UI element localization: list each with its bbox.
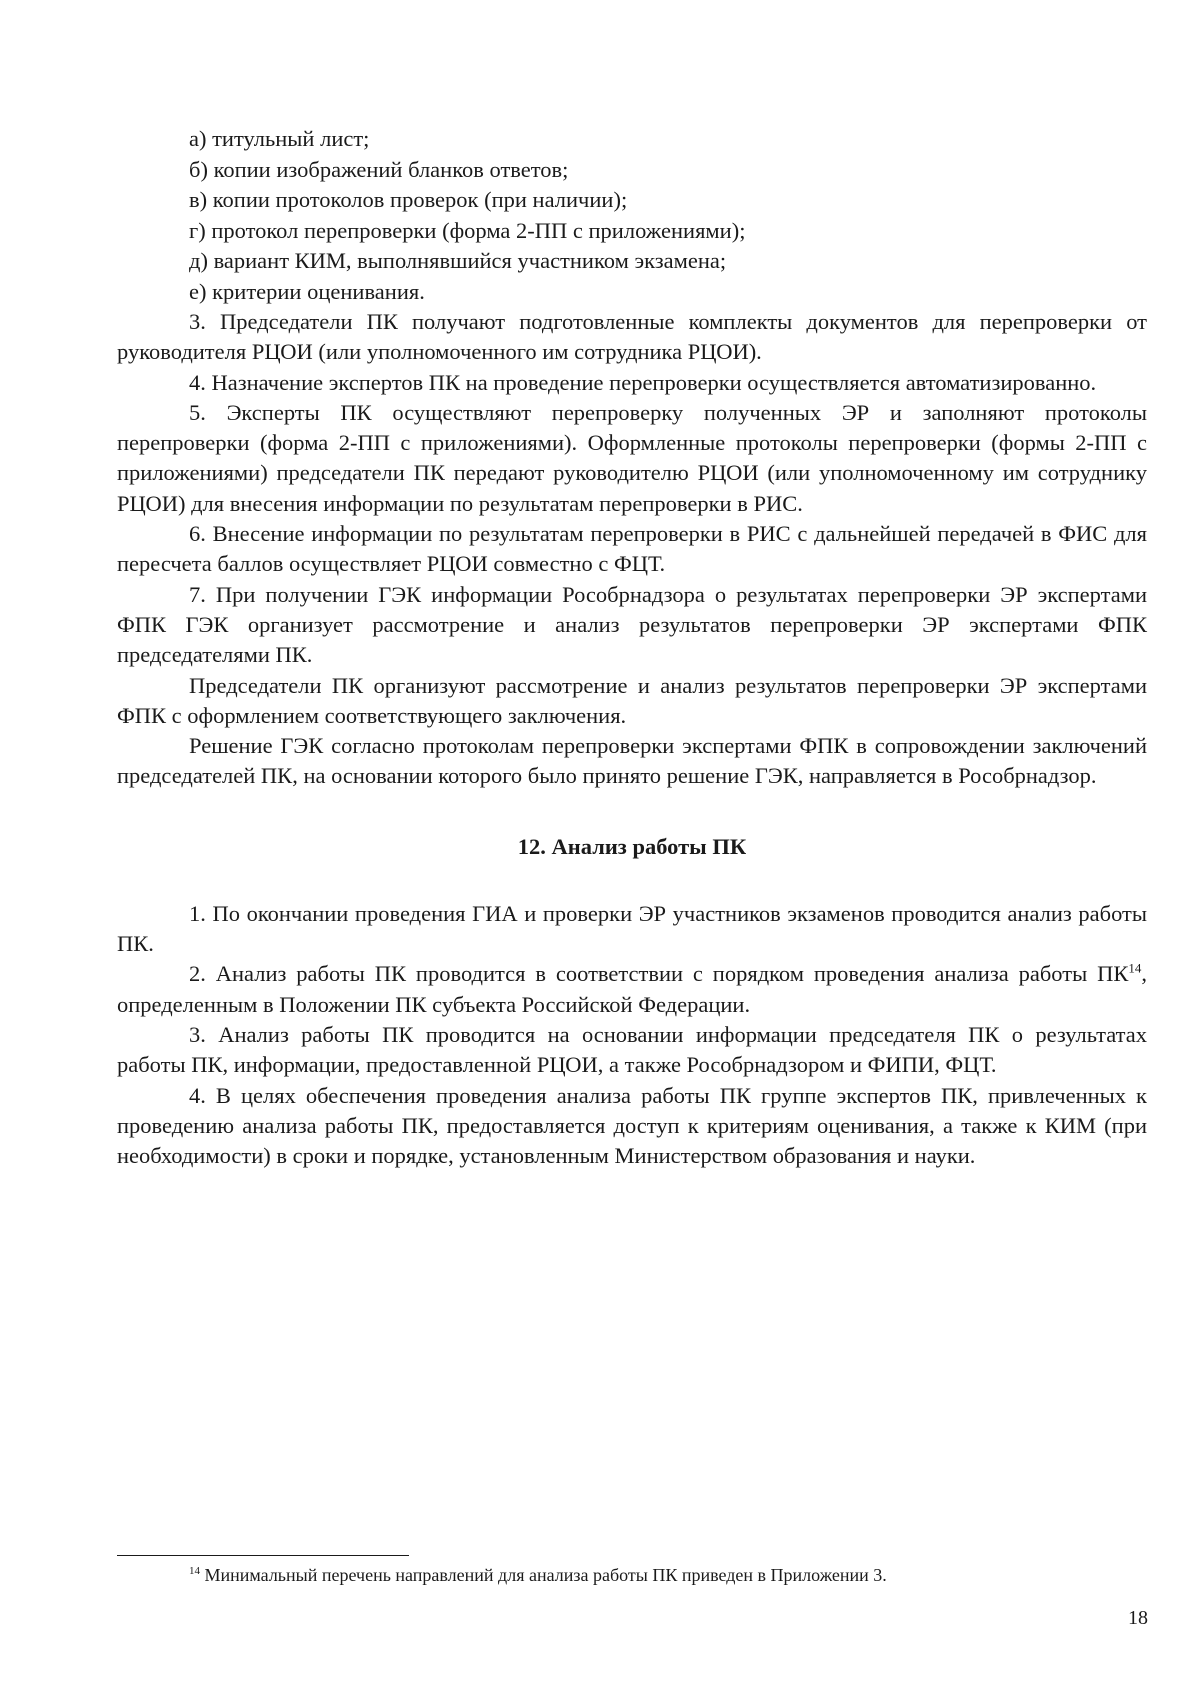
footnote-reference: 14 <box>1128 960 1142 976</box>
paragraph-6: 6. Внесение информации по результатам перепроверки в РИС с дальнейшей передачей в ФИС для пересчета баллов осуществляет РЦОИ совместно с ФЦТ. <box>117 521 1147 577</box>
document-body <box>117 124 1147 1171</box>
page-number: 18 <box>1128 1607 1148 1629</box>
section-paragraph-2 <box>117 959 1147 1020</box>
section-paragraph-3: 3. Анализ работы ПК проводится на основании информации председателя ПК о результатах работы ПК, информации, предоставленной РЦОИ, а также Рособрнадзором и ФИПИ, ФЦТ. <box>117 1021 1147 1078</box>
list-item-d: г) протокол перепроверки (форма 2-ПП с приложениями); <box>189 217 746 243</box>
paragraph-3: 3. Председатели ПК получают подготовленные комплекты документов для перепроверки от руководителя РЦОИ (или уполномоченного им сотрудника РЦОИ). <box>117 309 1147 365</box>
list-item-f: е) критерии оценивания. <box>189 278 425 304</box>
paragraph-4: 4. Назначение экспертов ПК на проведение перепроверки осуществляется автоматизированно. <box>189 369 1097 395</box>
footnote-text: Минимальный перечень направлений для анализа работы ПК приведен в Приложении 3. <box>204 1565 887 1585</box>
list-item-b: б) копии изображений бланков ответов; <box>189 156 569 182</box>
section-paragraph-4: 4. В целях обеспечения проведения анализа работы ПК группе экспертов ПК, привлеченных к проведению анализа работы ПК, предоставляется доступ к критериям оценивания, а также к КИМ (при необходимости) в сроки и порядке, установленным Министерством образования и науки. <box>117 1082 1147 1169</box>
footnote-number: 14 <box>189 1565 200 1577</box>
section-paragraph-1: 1. По окончании проведения ГИА и проверки ЭР участников экзаменов проводится анализ работы ПК. <box>117 900 1147 957</box>
section-paragraph-2-start: 2. Анализ работы ПК проводится в соответствии с порядком проведения анализа работы ПК <box>189 961 1129 987</box>
paragraph-gek-decision: Решение ГЭК согласно протоколам перепроверки экспертами ФПК в сопровождении заключений председателей ПК, на основании которого было принято решение ГЭК, направляется в Рособрнадзор. <box>117 733 1147 789</box>
section-heading: 12. Анализ работы ПК <box>517 833 747 859</box>
paragraph-chairs: Председатели ПК организуют рассмотрение и анализ результатов перепроверки ЭР экспертами ФПК с оформлением соответствующего заключения. <box>117 672 1147 728</box>
footnote <box>189 1563 887 1587</box>
list-item-a: а) титульный лист; <box>189 126 370 151</box>
footnote-separator <box>117 1555 409 1556</box>
paragraph-5: 5. Эксперты ПК осуществляют перепроверку полученных ЭР и заполняют протоколы перепроверки (форма 2-ПП с приложениями). Оформленные протоколы перепроверки (формы 2-ПП с приложениями) председатели ПК передают руководителю РЦОИ (или уполномоченному им сотруднику РЦОИ) для внесения информации по результатам перепроверки в РИС. <box>117 399 1147 516</box>
list-item-e: д) вариант КИМ, выполнявшийся участником экзамена; <box>189 248 727 273</box>
section-paragraph-2-end: , определенным в Положении ПК субъекта Российской Федерации. <box>117 961 1147 1017</box>
list-item-c: в) копии протоколов проверок (при наличии); <box>189 187 628 212</box>
paragraph-7: 7. При получении ГЭК информации Рособрнадзора о результатах перепроверки ЭР экспертами ФПК ГЭК организует рассмотрение и анализ результатов перепроверки ЭР экспертами ФПК председателями ПК. <box>117 581 1147 668</box>
